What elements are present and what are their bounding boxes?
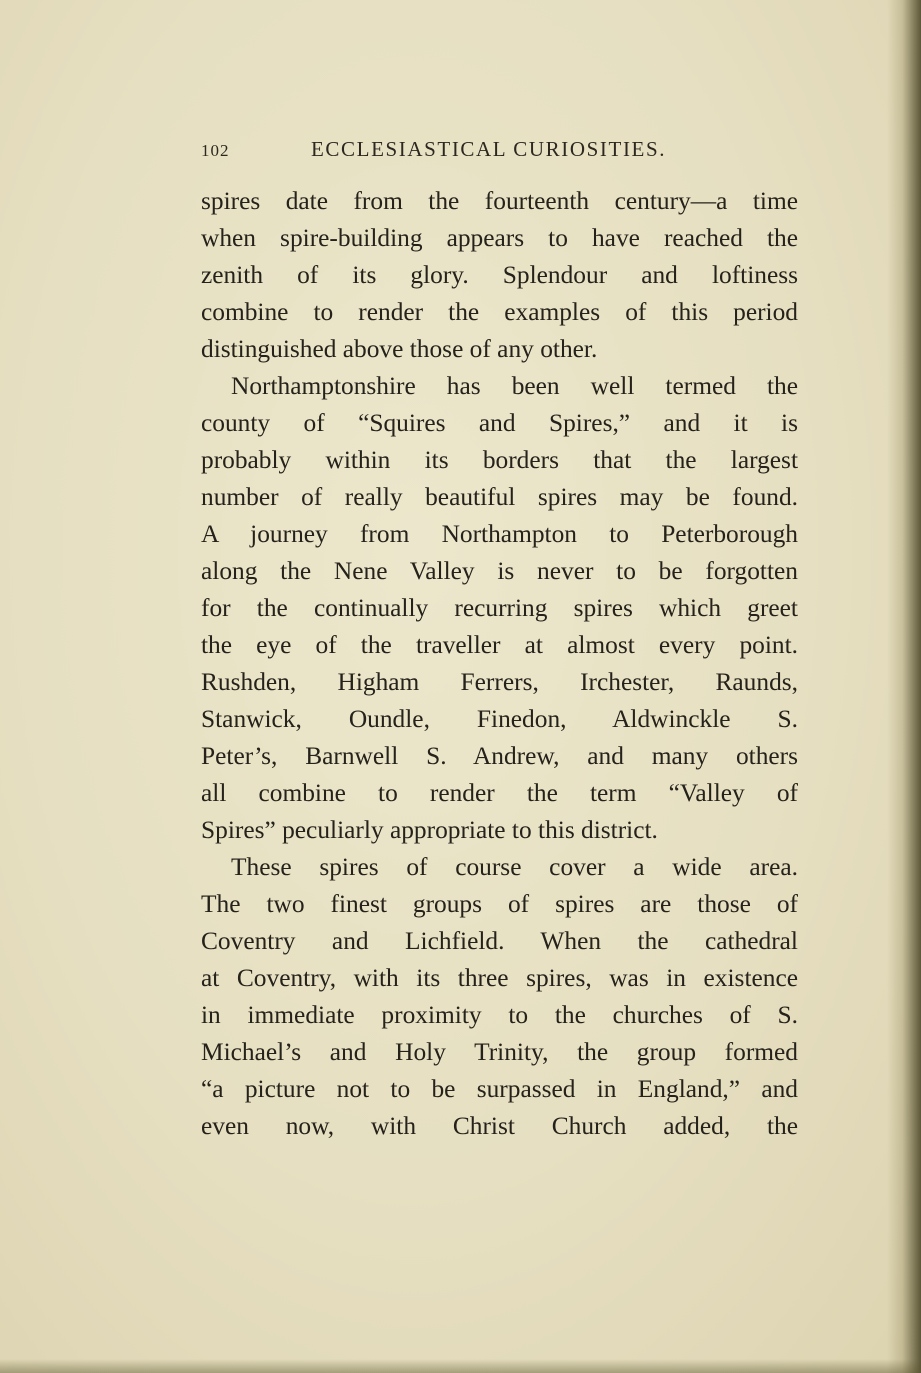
text-line: spires date from the fourteenth century—a time <box>201 187 798 215</box>
text-line: at Coventry, with its three spires, was in existence <box>201 964 798 992</box>
text-line: number of really beautiful spires may be found. <box>201 483 798 511</box>
page-bottom-shadow <box>0 1359 921 1373</box>
page-header <box>201 137 686 171</box>
text-line: Coventry and Lichfield. When the cathedral <box>201 927 798 955</box>
text-line: Peter’s, Barnwell S. Andrew, and many others <box>201 742 798 770</box>
text-line: These spires of course cover a wide area. <box>231 853 798 881</box>
paragraph-2 <box>201 368 798 849</box>
text-line: Stanwick, Oundle, Finedon, Aldwinckle S. <box>201 705 798 733</box>
text-line: probably within its borders that the largest <box>201 446 798 474</box>
text-line: zenith of its glory. Splendour and loftiness <box>201 261 798 289</box>
text-line: Northamptonshire has been well termed the <box>231 372 798 400</box>
paragraph-3 <box>201 849 798 1145</box>
text-line: A journey from Northampton to Peterborough <box>201 520 798 548</box>
text-line: along the Nene Valley is never to be forgotten <box>201 557 798 585</box>
paragraph-1 <box>201 183 798 368</box>
text-line: when spire-building appears to have reached the <box>201 224 798 252</box>
text-line: for the continually recurring spires which greet <box>201 594 798 622</box>
text-line: The two finest groups of spires are those of <box>201 890 798 918</box>
running-title: ECCLESIASTICAL CURIOSITIES. <box>311 137 667 161</box>
text-line: “a picture not to be surpassed in England,” and <box>201 1075 798 1103</box>
text-line: Spires” peculiarly appropriate to this district. <box>201 816 658 844</box>
page-edge-shadow <box>887 0 921 1373</box>
text-line: the eye of the traveller at almost every point. <box>201 631 798 659</box>
text-line: distinguished above those of any other. <box>201 335 598 363</box>
text-line: combine to render the examples of this period <box>201 298 798 326</box>
text-line: in immediate proximity to the churches of S. <box>201 1001 798 1029</box>
text-line: all combine to render the term “Valley of <box>201 779 798 807</box>
text-line: county of “Squires and Spires,” and it is <box>201 409 798 437</box>
text-line: even now, with Christ Church added, the <box>201 1112 798 1140</box>
body-text <box>201 183 798 1145</box>
text-line: Rushden, Higham Ferrers, Irchester, Raunds, <box>201 668 798 696</box>
page-number: 102 <box>201 141 230 160</box>
text-line: Michael’s and Holy Trinity, the group formed <box>201 1038 798 1066</box>
